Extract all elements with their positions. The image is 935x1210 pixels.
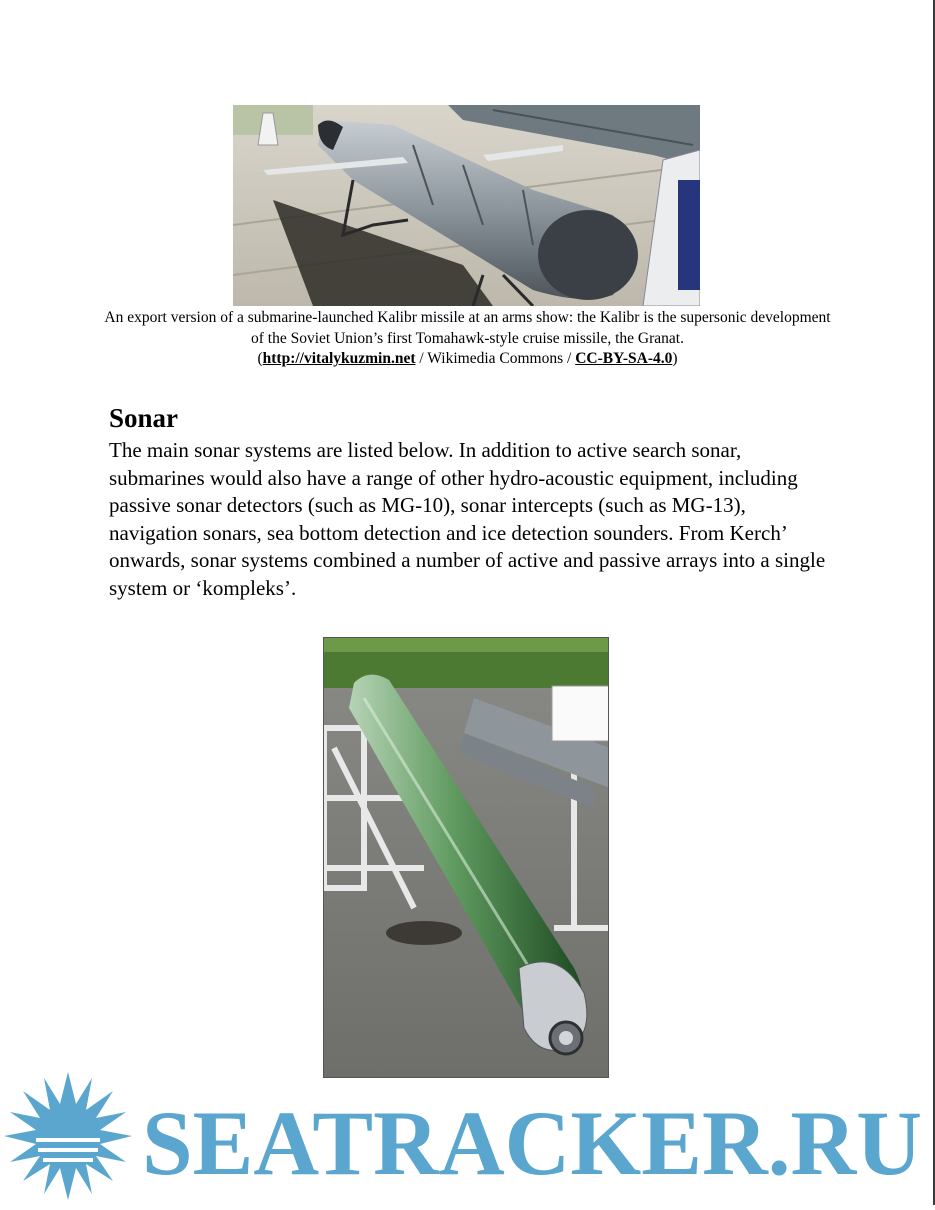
missile-photo-caption xyxy=(100,308,835,370)
section-heading: Sonar xyxy=(109,403,179,433)
missile-photo xyxy=(233,105,700,306)
credit-link-vitalykuzmin[interactable]: http://vitalykuzmin.net xyxy=(262,350,416,367)
sun-burst-icon xyxy=(4,1072,132,1200)
watermark-text: SEATRACKER.RU xyxy=(142,1092,922,1194)
credit-close-paren: ) xyxy=(672,350,678,367)
credit-open-paren: ( xyxy=(257,350,263,367)
credit-link-license[interactable]: CC-BY-SA-4.0 xyxy=(575,350,673,367)
section-paragraph: The main sonar systems are listed below. In addition to active search sonar, submarines would also have a range of other hydro-acoustic equipment, including passive sonar detectors (such as MG-10), sonar intercepts (such as MG-13), navigation sonars, sea bottom detection and ice detection sounders. From Kerch’ onwards, sonar systems combined a number of active and passive arrays into a single system or ‘kompleks’. xyxy=(109,438,826,600)
credit-source: / Wikimedia Commons / xyxy=(415,350,576,367)
watermark-graphic xyxy=(0,1068,935,1205)
missile-illustration xyxy=(233,105,700,306)
site-watermark xyxy=(0,1068,935,1205)
torpedo-photo xyxy=(323,637,609,1078)
caption-text: An export version of a submarine-launched Kalibr missile at an arms show: the Kalibr is the supersonic development of the Soviet Union’s first Tomahawk-style cruise missile, the Granat. xyxy=(104,309,831,347)
torpedo-illustration xyxy=(324,638,609,1078)
